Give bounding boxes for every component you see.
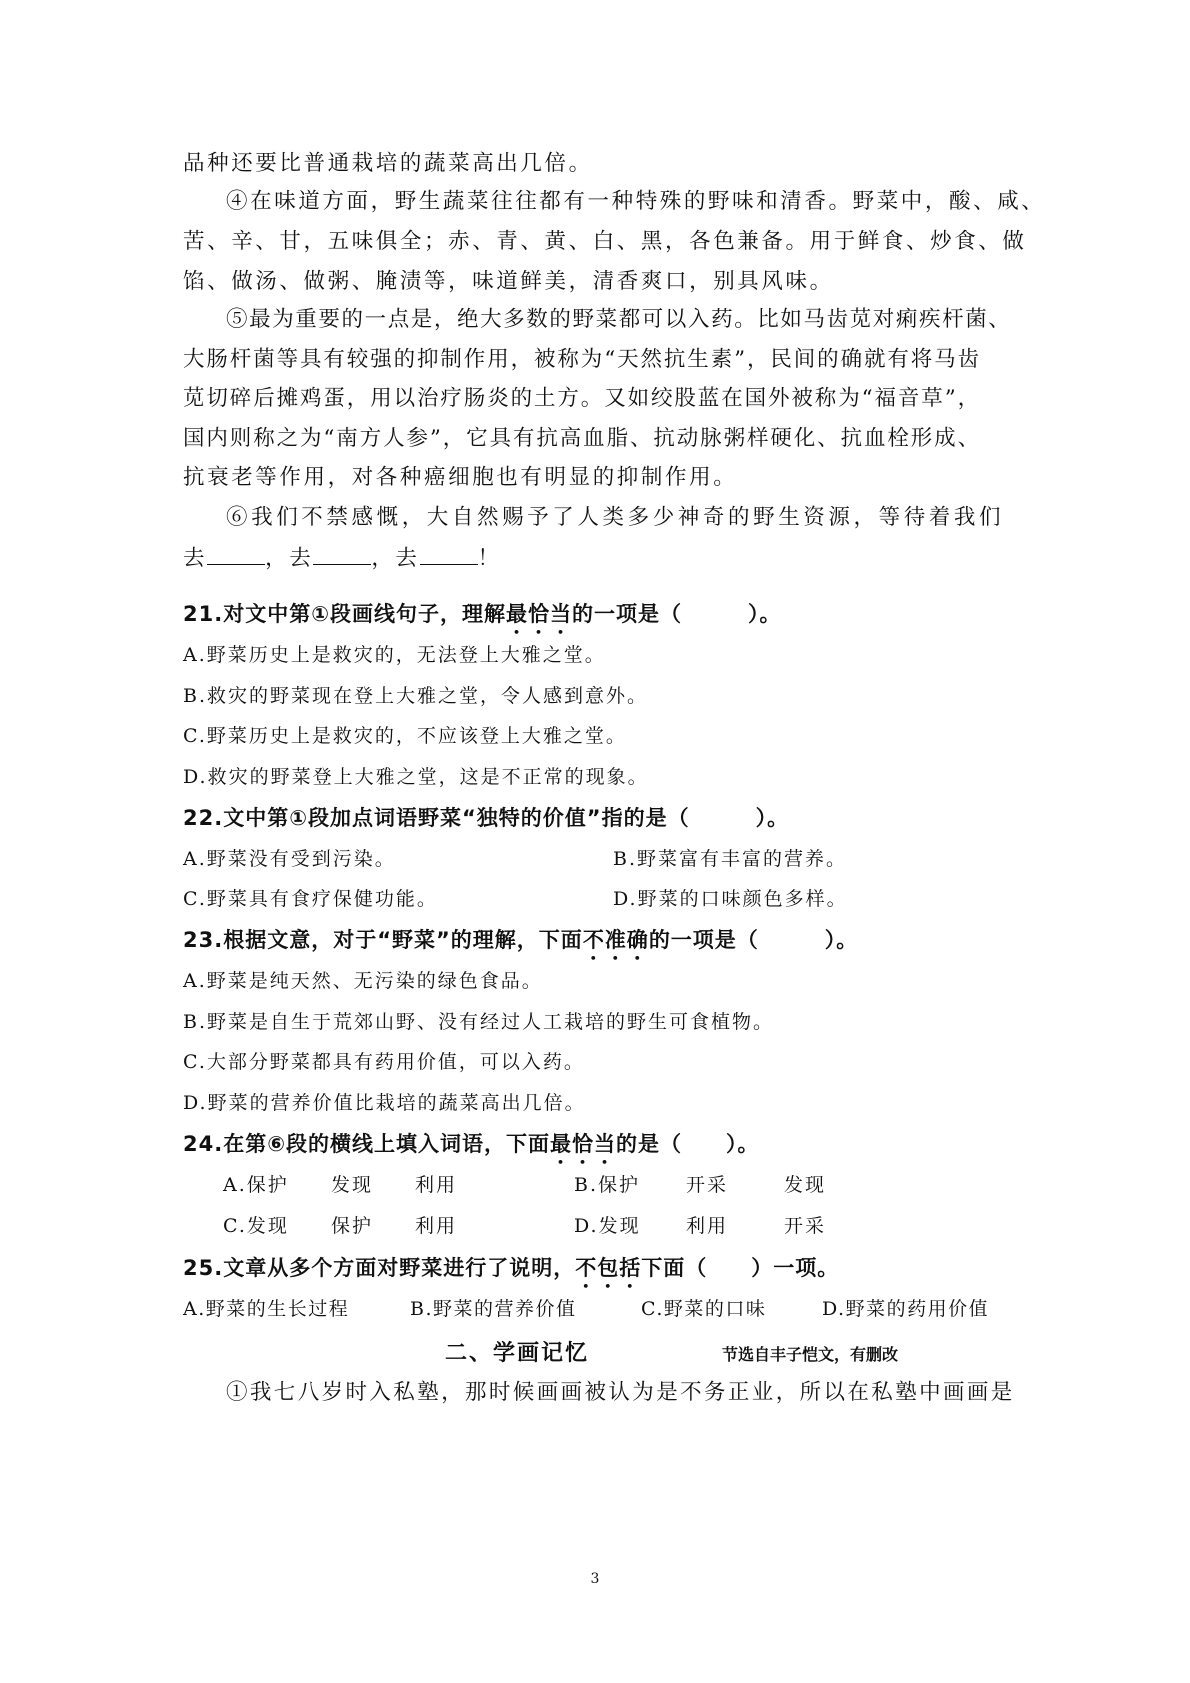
option-a[interactable]: A.野菜是纯天然、无污染的绿色食品。 — [183, 970, 543, 992]
option-word: 发现 — [784, 1174, 827, 1196]
fill-blank[interactable] — [313, 544, 371, 565]
option-b[interactable]: B.野菜的营养价值 — [410, 1298, 577, 1320]
option-a[interactable]: A.野菜的生长过程 — [183, 1298, 350, 1320]
blank-separator: ，去 — [265, 546, 314, 571]
question-21 — [183, 598, 781, 639]
option-word: A.保护 — [223, 1174, 289, 1196]
paragraph-6-blanks — [183, 541, 502, 572]
paragraph-5-line: 抗衰老等作用，对各种癌细胞也有明显的抑制作用。 — [183, 465, 738, 490]
option-word: 保护 — [331, 1215, 374, 1237]
paragraph-6-line: ⑥我们不禁感慨，大自然赐予了人类多少神奇的野生资源，等待着我们 — [226, 505, 1005, 530]
option-word: D.发现 — [574, 1215, 641, 1237]
option-c[interactable]: C.大部分野菜都具有药用价值，可以入药。 — [183, 1051, 585, 1073]
emphasized-words: 不准确 — [582, 928, 649, 952]
option-word: C.发现 — [223, 1215, 289, 1237]
option-word: 利用 — [415, 1174, 458, 1196]
question-23 — [183, 924, 858, 965]
passage-line: 品种还要比普通栽培的蔬菜高出几倍。 — [183, 151, 593, 176]
emphasized-words: 最恰当 — [505, 602, 572, 626]
blank-end: ！ — [477, 546, 502, 571]
option-c[interactable]: C.野菜的口味 — [641, 1298, 767, 1320]
option-c[interactable] — [223, 1211, 457, 1238]
question-text: 的一项是（ ）。 — [648, 928, 859, 952]
option-b[interactable] — [574, 1170, 826, 1197]
option-d[interactable]: D.救灾的野菜登上大雅之堂，这是不正常的现象。 — [183, 766, 649, 788]
paragraph-4-line: 苦、辛、甘，五味俱全；赤、青、黄、白、黑，各色兼备。用于鲜食、炒食、做 — [183, 229, 1027, 254]
option-b[interactable]: B.野菜是自生于荒郊山野、没有经过人工栽培的野生可食植物。 — [183, 1011, 775, 1033]
emphasized-words: 最恰当 — [549, 1132, 616, 1156]
paragraph-4-line: ④在味道方面，野生蔬菜往往都有一种特殊的野味和清香。野菜中，酸、咸、 — [226, 189, 1046, 214]
option-word: 利用 — [415, 1215, 458, 1237]
question-text: 下面（ ）一项。 — [641, 1256, 840, 1280]
option-a[interactable]: A.野菜没有受到污染。 — [183, 848, 396, 870]
paragraph-5-line: ⑤最为重要的一点是，绝大多数的野菜都可以入药。比如马齿苋对痢疾杆菌、 — [226, 307, 1012, 332]
question-text: 的是（ ）。 — [615, 1132, 760, 1156]
fill-blank[interactable] — [420, 544, 478, 565]
option-a[interactable]: A.野菜历史上是救灾的，无法登上大雅之堂。 — [183, 644, 606, 666]
question-text: 24.在第⑥段的横线上填入词语，下面 — [183, 1132, 550, 1156]
option-word: 发现 — [331, 1174, 374, 1196]
option-word: B.保护 — [574, 1174, 641, 1196]
option-d[interactable]: D.野菜的口味颜色多样。 — [613, 888, 848, 910]
blank-prefix: 去 — [183, 546, 208, 571]
option-b[interactable]: B.救灾的野菜现在登上大雅之堂，令人感到意外。 — [183, 685, 649, 707]
question-text: 23.根据文意，对于“野菜”的理解，下面 — [183, 928, 583, 952]
question-text: 的一项是（ ）。 — [571, 602, 782, 626]
option-word: 开采 — [784, 1215, 827, 1237]
question-22: 22.文中第①段加点词语野菜“独特的价值”指的是（ ）。 — [183, 806, 790, 830]
question-25 — [183, 1252, 839, 1293]
source-note: 节选自丰子恺文，有删改 — [722, 1345, 899, 1364]
option-d[interactable] — [574, 1211, 826, 1238]
page-number: 3 — [590, 1571, 600, 1587]
question-text: 21.对文中第①段画线句子，理解 — [183, 602, 506, 626]
option-d[interactable]: D.野菜的营养价值比栽培的蔬菜高出几倍。 — [183, 1092, 586, 1114]
option-c[interactable]: C.野菜历史上是救灾的，不应该登上大雅之堂。 — [183, 725, 627, 747]
option-d[interactable]: D.野菜的药用价值 — [822, 1298, 990, 1320]
paragraph-5-line: 国内则称之为“南方人参”，它具有抗高血脂、抗动脉粥样硬化、抗血栓形成、 — [183, 426, 981, 451]
fill-blank[interactable] — [207, 544, 265, 565]
paragraph-4-line: 馅、做汤、做粥、腌渍等，味道鲜美，清香爽口，别具风味。 — [183, 269, 834, 294]
section-2-paragraph-line: ①我七八岁时入私塾，那时候画画被认为是不务正业，所以在私塾中画画是 — [226, 1380, 1015, 1405]
blank-separator: ，去 — [371, 546, 420, 571]
emphasized-words: 不包括 — [575, 1256, 642, 1280]
paragraph-5-line: 苋切碎后摊鸡蛋，用以治疗肠炎的土方。又如绞股蓝在国外被称为“福音草”， — [183, 386, 981, 411]
section-title: 二、学画记忆 — [445, 1341, 590, 1366]
option-word: 利用 — [686, 1215, 729, 1237]
option-a[interactable] — [223, 1170, 457, 1197]
option-word: 开采 — [686, 1174, 729, 1196]
option-c[interactable]: C.野菜具有食疗保健功能。 — [183, 888, 438, 910]
question-text: 25.文章从多个方面对野菜进行了说明， — [183, 1256, 576, 1280]
paragraph-5-line: 大肠杆菌等具有较强的抑制作用，被称为“天然抗生素”，民间的确就有将马齿 — [183, 347, 981, 372]
option-b[interactable]: B.野菜富有丰富的营养。 — [613, 848, 848, 870]
question-24 — [183, 1128, 759, 1169]
